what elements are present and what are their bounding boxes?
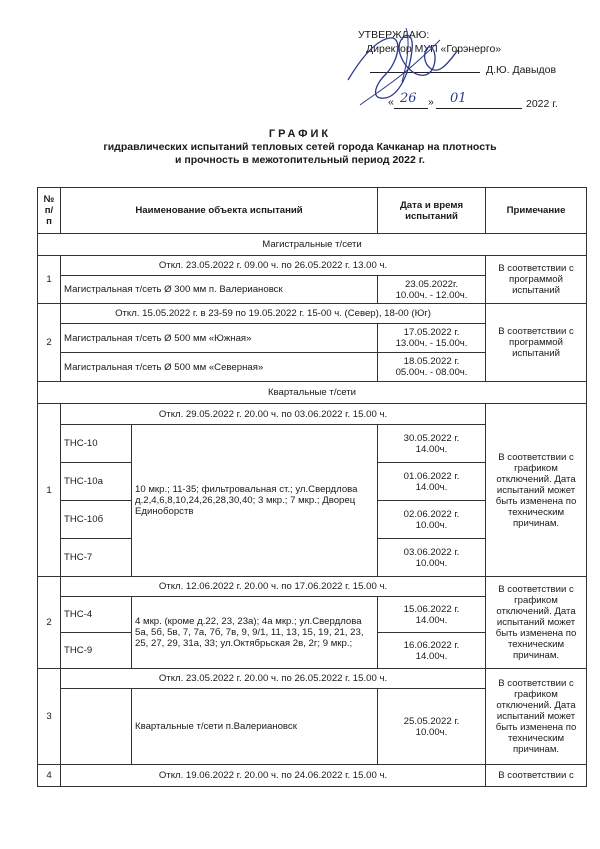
row-num: 1 [38, 256, 61, 304]
test-date: 25.05.2022 г. [403, 715, 460, 727]
table-row [38, 765, 587, 787]
title-subtitle-1: гидравлических испытаний тепловых сетей города Качканар на плотность [103, 141, 497, 153]
header-datetime: Дата и время испытаний [378, 188, 486, 234]
schedule-table [37, 187, 587, 787]
document-title [0, 128, 600, 167]
test-datetime [378, 597, 486, 633]
tns-name: ТНС-9 [61, 633, 132, 669]
test-time: 10.00ч. [415, 519, 448, 531]
table-header-row [38, 188, 587, 234]
test-date: 30.05.2022 г. [403, 432, 460, 444]
row-num: 3 [38, 669, 61, 765]
table-row [38, 669, 587, 689]
header-object: Наименование объекта испытаний [61, 188, 378, 234]
test-time: 10.00ч. [415, 557, 448, 569]
tns-name: ТНС-10б [61, 501, 132, 539]
row-num: 1 [38, 404, 61, 577]
title-subtitle-2: и прочность в межотопительный период 2022 г. [175, 154, 425, 166]
header-num: № п/ п [38, 188, 61, 234]
date-month: 01 [450, 91, 467, 106]
tns-name: ТНС-4 [61, 597, 132, 633]
date-quote-open: « [388, 96, 394, 108]
test-date: 16.06.2022 г. [403, 639, 460, 651]
section-quarter: Квартальные т/сети [38, 382, 587, 404]
row-note: В соответствии с графиком отключений. Дата испытаний может быть изменена по техническим причинам. [486, 669, 587, 765]
test-time: 14.00ч. [415, 614, 448, 626]
tns-name: ТНС-10 [61, 425, 132, 463]
shutoff-period: Откл. 12.06.2022 г. 20.00 ч. по 17.06.2022 г. 15.00 ч. [61, 577, 486, 597]
row-num: 2 [38, 577, 61, 669]
test-time: 14.00ч. [415, 481, 448, 493]
table-row [38, 577, 587, 597]
test-time: 10.00ч. [415, 726, 448, 738]
table-row [38, 256, 587, 276]
approval-title: УТВЕРЖДАЮ: [358, 29, 430, 41]
director-name: Д.Ю. Давыдов [486, 64, 557, 76]
test-date: 15.06.2022 г. [403, 603, 460, 615]
test-datetime [378, 425, 486, 463]
test-datetime [378, 689, 486, 765]
test-datetime [378, 276, 486, 304]
address-list: 4 мкр. (кроме д.22, 23, 23а); 4а мкр.; ул.Свердлова 5а, 5б, 5в, 7, 7а, 7б, 7в, 9, 9/1, 11, 13, 15, 19, 21, 23, 25, 27, 29, 31а, 33; ул.Октябрьская 2в, 2г; 9 мкр.; [132, 597, 378, 669]
object-name: Магистральная т/сеть Ø 500 мм «Северная» [61, 353, 378, 382]
row-note: В соответствии с графиком отключений. Дата испытаний может быть изменена по техническим причинам. [486, 577, 587, 669]
address-list: Квартальные т/сети п.Валериановск [132, 689, 378, 765]
section-row [38, 382, 587, 404]
test-datetime [378, 463, 486, 501]
shutoff-period: Откл. 15.05.2022 г. в 23-59 по 19.05.2022 г. 15-00 ч. (Север), 18-00 (Юг) [61, 304, 486, 324]
title-heading: ГРАФИК [268, 128, 332, 140]
date-quote-close: » [428, 96, 434, 108]
section-main: Магистральные т/сети [38, 234, 587, 256]
tns-name: ТНС-10а [61, 463, 132, 501]
object-name: Магистральная т/сеть Ø 300 мм п. Валериановск [61, 276, 378, 304]
test-date: 02.06.2022 г. [403, 508, 460, 520]
test-datetime [378, 633, 486, 669]
header-note: Примечание [486, 188, 587, 234]
test-datetime [378, 539, 486, 577]
test-time: 05.00ч. - 08.00ч. [395, 367, 468, 378]
shutoff-period: Откл. 23.05.2022 г. 20.00 ч. по 26.05.2022 г. 15.00 ч. [61, 669, 486, 689]
table-row [38, 304, 587, 324]
test-time: 13.00ч. - 15.00ч. [395, 338, 468, 349]
shutoff-period: Откл. 29.05.2022 г. 20.00 ч. по 03.06.2022 г. 15.00 ч. [61, 404, 486, 425]
test-datetime [378, 353, 486, 382]
tns-name [61, 689, 132, 765]
object-name: Магистральная т/сеть Ø 500 мм «Южная» [61, 324, 378, 353]
test-time: 14.00ч. [415, 650, 448, 662]
row-note: В соответствии с программой испытаний [486, 256, 587, 304]
date-year: 2022 г. [526, 98, 558, 110]
section-row [38, 234, 587, 256]
row-note: В соответствии с программой испытаний [486, 304, 587, 382]
test-datetime [378, 324, 486, 353]
test-date: 23.05.2022г. [405, 278, 459, 290]
test-date: 03.06.2022 г. [403, 546, 460, 558]
test-time: 10.00ч. - 12.00ч. [395, 289, 468, 301]
test-time: 14.00ч. [415, 443, 448, 455]
row-num: 2 [38, 304, 61, 382]
approval-position: Директор МУП «Горэнерго» [366, 43, 502, 55]
table-row [38, 404, 587, 425]
row-note: В соответствии с графиком отключений. Дата испытаний может быть изменена по техническим причинам. [486, 404, 587, 577]
tns-name: ТНС-7 [61, 539, 132, 577]
test-date: 17.05.2022 г. [403, 327, 460, 338]
shutoff-period: Откл. 23.05.2022 г. 09.00 ч. по 26.05.2022 г. 13.00 ч. [61, 256, 486, 276]
test-datetime [378, 501, 486, 539]
signature-icon [340, 20, 470, 115]
address-list: 10 мкр.; 11-35; фильтровальная ст.; ул.Свердлова д.2,4,6,8,10,24,26,28,30,40; 3 мкр.; 7 мкр.; Дворец Единоборств [132, 425, 378, 577]
test-date: 01.06.2022 г. [403, 470, 460, 482]
shutoff-period: Откл. 19.06.2022 г. 20.00 ч. по 24.06.2022 г. 15.00 ч. [61, 765, 486, 787]
test-date: 18.05.2022 г. [403, 356, 460, 367]
date-day: 26 [400, 91, 417, 106]
row-note: В соответствии с [486, 765, 587, 787]
row-num: 4 [38, 765, 61, 787]
